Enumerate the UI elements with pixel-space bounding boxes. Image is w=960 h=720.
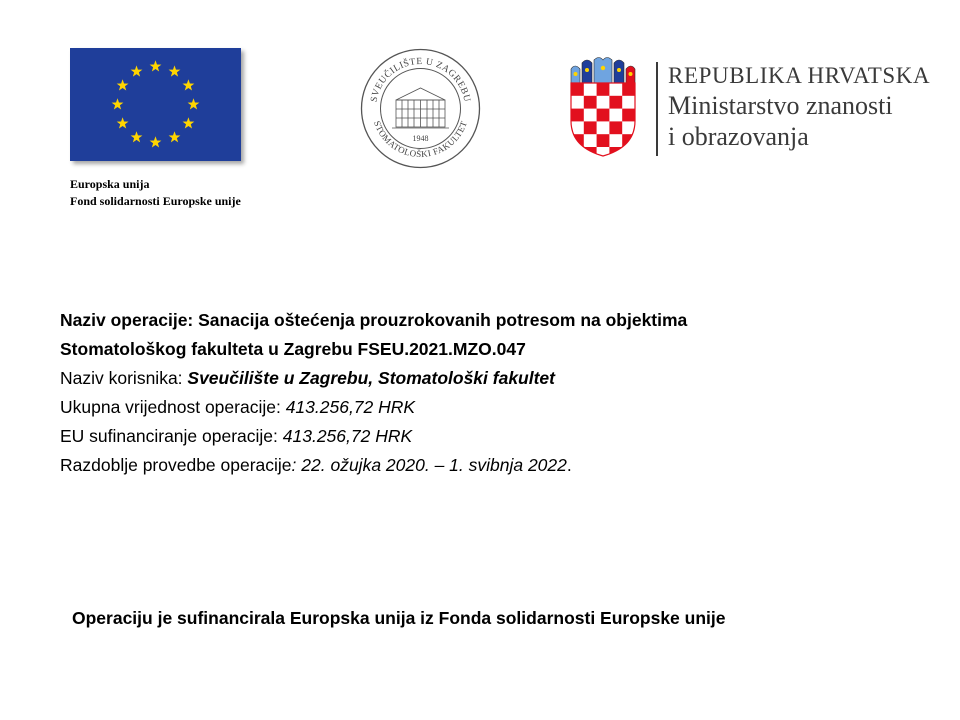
- eu-caption: [70, 176, 241, 210]
- operation-name-label: Naziv operacije:: [60, 310, 199, 330]
- checker-square: [597, 83, 610, 96]
- cofinancing-statement: Operaciju je sufinancirala Europska unija iz Fonda solidarnosti Europske unije: [72, 608, 726, 628]
- ministry-line2: Ministarstvo znanosti: [668, 91, 893, 120]
- total-value-line: [60, 393, 687, 422]
- eu-cofinancing-label: EU sufinanciranje operacije:: [60, 426, 283, 446]
- svg-text:SVEUČILIŠTE U ZAGREBU: [369, 57, 471, 104]
- checker-square: [609, 96, 622, 109]
- operation-name-value-1: Sanacija oštećenja prouzrokovanih potresom na objektima: [198, 310, 688, 330]
- checker-square: [571, 109, 584, 122]
- checker-square: [597, 109, 610, 122]
- operation-name-value-2: Stomatološkog fakulteta u Zagrebu FSEU.2021.MZO.047: [60, 339, 526, 359]
- ministry-line1: REPUBLIKA HRVATSKA: [668, 63, 931, 88]
- period-end: .: [566, 455, 572, 475]
- checker-square: [571, 83, 584, 96]
- period-label: Razdoblje provedbe operacije: [60, 455, 292, 475]
- croatian-coat-of-arms-icon: [568, 55, 638, 157]
- period-value: : 22. ožujka 2020. – 1. svibnja 2022: [291, 455, 567, 475]
- seal-year: 1948: [412, 134, 429, 143]
- checker-square: [597, 134, 610, 147]
- eu-cofinancing-line: [60, 422, 687, 451]
- checker-square: [584, 121, 597, 134]
- beneficiary-value: Sveučilište u Zagrebu, Stomatološki fakultet: [187, 368, 555, 388]
- operation-info: [60, 306, 687, 480]
- total-value: 413.256,72 HRK: [285, 397, 416, 417]
- ministry-logo-text: [668, 62, 930, 152]
- seal-ring-top: SVEUČILIŠTE U ZAGREBU: [369, 56, 472, 104]
- faculty-seal-icon: [360, 48, 481, 169]
- total-value-label: Ukupna vrijednost operacije:: [60, 397, 286, 417]
- ministry-line3: i obrazovanja: [668, 122, 809, 151]
- checker-square: [584, 96, 597, 109]
- checker-square: [622, 83, 635, 96]
- beneficiary-label: Naziv korisnika:: [60, 368, 188, 388]
- eu-cofinancing-value: 413.256,72 HRK: [282, 426, 413, 446]
- eu-flag-icon: [70, 48, 241, 161]
- eu-caption-line2: Fond solidarnosti Europske unije: [70, 194, 241, 208]
- operation-name-line1: [60, 306, 687, 335]
- seal-ring-bottom: STOMATOLOŠKI FAKULTET: [371, 119, 470, 160]
- checker-square: [622, 109, 635, 122]
- eu-caption-line1: Europska unija: [70, 177, 150, 191]
- period-line: [60, 451, 687, 480]
- ministry-divider: [656, 62, 658, 156]
- checker-square: [609, 121, 622, 134]
- beneficiary-line: [60, 364, 687, 393]
